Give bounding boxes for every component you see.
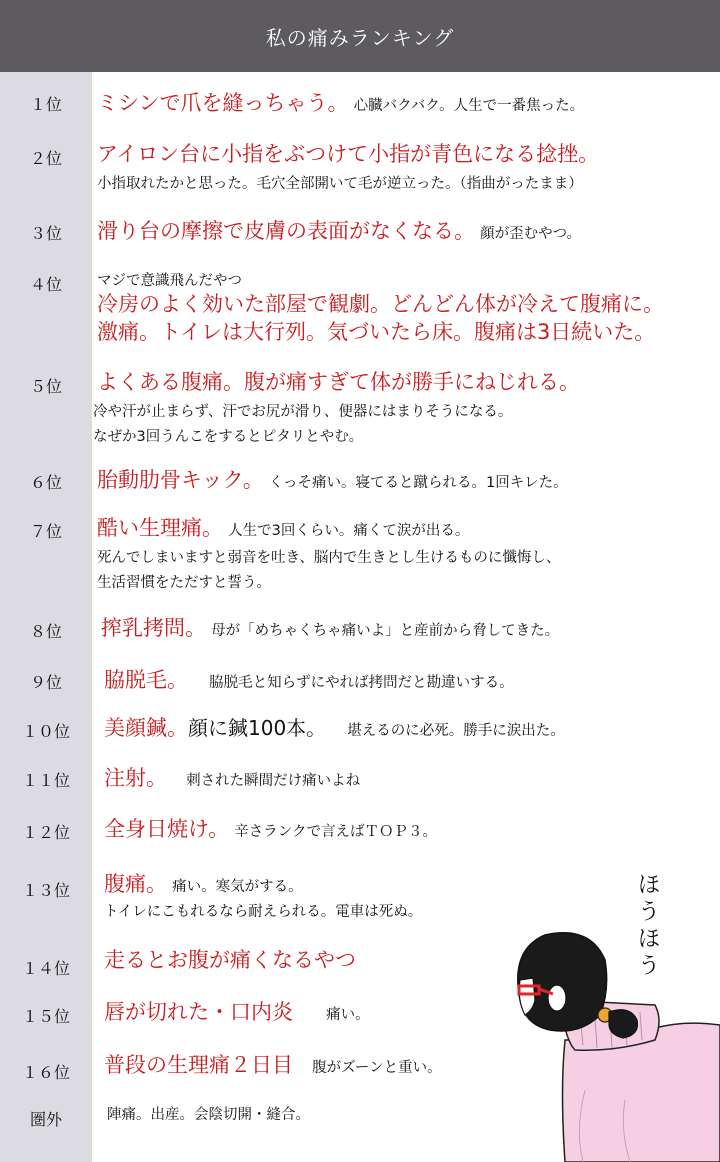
item-comment: 心臓バクバク。人生で一番焦った。 xyxy=(353,98,585,114)
item-title: 普段の生理痛２日目 xyxy=(104,1053,293,1077)
rank-label: ４位 xyxy=(29,275,62,294)
rank-label: ３位 xyxy=(29,224,62,243)
rank-label: １２位 xyxy=(21,823,70,842)
ranking-item xyxy=(97,215,581,245)
ranking-item xyxy=(104,813,437,843)
rank-label: １６位 xyxy=(21,1063,70,1082)
item-comment: 小指取れたかと思った。毛穴全部開いて毛が逆立った。（指曲がったまま） xyxy=(97,176,583,192)
item-comment: 陣痛。出産。会陰切開・縫合。 xyxy=(107,1107,310,1123)
rank-label: ５位 xyxy=(29,377,62,396)
rank-label: ８位 xyxy=(29,622,62,641)
item-title: 脇脱毛。 xyxy=(104,668,188,692)
item-title: 走るとお腹が痛くなるやつ xyxy=(104,948,356,972)
ranking-item xyxy=(107,1103,310,1124)
item-title-line1: 冷房のよく効いた部屋で観劇。どんどん体が冷えて腹痛に。 xyxy=(97,292,664,316)
item-comment: 辛さランクで言えばＴＯＰ３。 xyxy=(234,824,437,840)
ear xyxy=(548,985,566,1011)
item-title: ミシンで爪を縫っちゃう。 xyxy=(97,91,349,115)
rank-label: １３位 xyxy=(21,881,70,900)
item-title: 注射。 xyxy=(104,766,167,790)
item-comment: 脇脱毛と知らずにやれば拷問だと勘違いする。 xyxy=(209,675,514,691)
ranking-item xyxy=(97,269,664,346)
ranking-item xyxy=(93,366,580,446)
item-comment-line2: なぜか3回うんこをするとピタリとやむ。 xyxy=(93,429,364,445)
item-title: 滑り台の摩擦で皮膚の表面がなくなる。 xyxy=(97,219,475,243)
item-title: よくある腹痛。腹が痛すぎて体が勝手にねじれる。 xyxy=(97,370,580,394)
ranking-item xyxy=(104,664,514,694)
ranking-item xyxy=(104,712,565,742)
item-comment: 腹がズーンと重い。 xyxy=(312,1060,442,1076)
rank-label: １５位 xyxy=(21,1007,70,1026)
item-title: 腹痛。 xyxy=(104,872,167,896)
ponytail xyxy=(609,1010,637,1038)
item-comment: 人生で3回くらい。痛くて涙が出る。 xyxy=(228,523,470,539)
item-title: 酷い生理痛。 xyxy=(97,516,223,540)
item-comment-line1: 冷や汗が止まらず、汗でお尻が滑り、便器にはまりそうになる。 xyxy=(93,404,513,420)
item-title: 美顔鍼。 xyxy=(104,716,188,740)
ranking-item xyxy=(97,512,560,592)
item-title-line2: 激痛。トイレは大行列。気づいたら床。腹痛は3日続いた。 xyxy=(97,320,656,344)
item-comment-line2: 死んでしまいますと弱音を吐き、脳内で生きとし生けるものに懺悔し、 xyxy=(97,550,561,566)
rank-label: ７位 xyxy=(29,522,62,541)
rank-label: １４位 xyxy=(21,959,70,978)
woman-illustration xyxy=(505,890,720,1162)
item-comment: 堪えるのに必死。勝手に涙出た。 xyxy=(347,723,565,739)
item-comment: 痛い。寒気がする。 xyxy=(172,879,303,895)
ranking-item xyxy=(97,464,568,494)
ranking-item xyxy=(104,944,356,974)
rank-label: ６位 xyxy=(29,473,62,492)
item-comment: 刺された瞬間だけ痛いよね xyxy=(186,773,361,789)
item-title: 全身日焼け。 xyxy=(104,817,230,841)
ranking-item xyxy=(97,87,584,117)
rank-label: ９位 xyxy=(29,673,62,692)
ranking-item xyxy=(104,1049,442,1079)
rank-label: 圏外 xyxy=(29,1110,62,1129)
ranking-item xyxy=(104,996,370,1026)
rank-label: １位 xyxy=(29,95,62,114)
ranking-item xyxy=(101,612,559,642)
rank-label: １０位 xyxy=(21,722,70,741)
rank-label: １１位 xyxy=(21,771,70,790)
item-comment-line3: 生活習慣をただすと誓う。 xyxy=(97,575,271,591)
item-note: マジで意識飛んだやつ xyxy=(97,273,242,289)
rank-label: ２位 xyxy=(29,149,62,168)
speech-text: ほうほう xyxy=(637,873,660,979)
item-title: 胎動肋骨キック。 xyxy=(97,468,264,492)
item-comment: 顔が歪むやつ。 xyxy=(480,226,582,242)
item-comment: 母が「めちゃくちゃ痛いよ」と産前から脅してきた。 xyxy=(211,623,560,639)
item-title: アイロン台に小指をぶつけて小指が青色になる捻挫。 xyxy=(97,142,600,166)
ranking-item xyxy=(97,138,599,193)
item-title: 唇が切れた・口内炎 xyxy=(104,1000,293,1024)
item-comment: 痛い。 xyxy=(326,1007,370,1023)
page-title: 私の痛みランキング xyxy=(0,0,720,72)
ranking-item xyxy=(104,762,360,792)
ranking-item xyxy=(104,868,422,921)
item-title: 搾乳拷問。 xyxy=(101,616,206,640)
item-title-extra: 顔に鍼100本。 xyxy=(188,716,327,740)
item-comment: くっそ痛い。寝てると蹴られる。1回キレた。 xyxy=(268,475,568,491)
item-comment-line2: トイレにこもれるなら耐えられる。電車は死ぬ。 xyxy=(104,904,423,920)
